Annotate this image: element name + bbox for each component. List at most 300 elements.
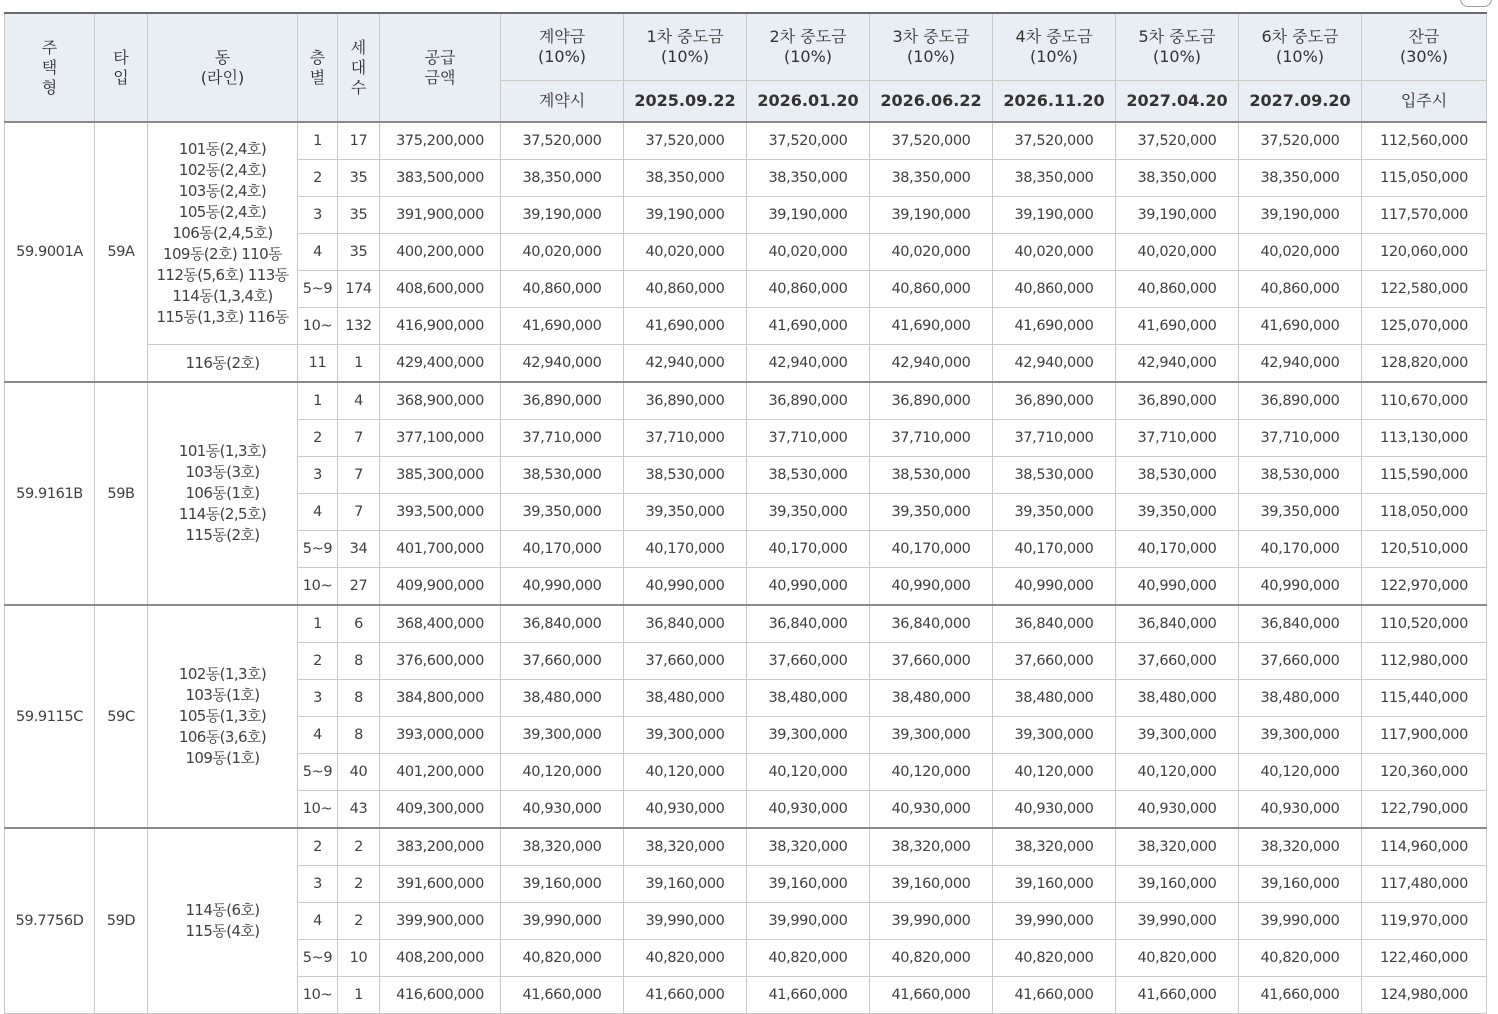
supply-price-cell: 401,700,000 xyxy=(380,531,501,568)
supply-price-cell: 393,000,000 xyxy=(380,717,501,754)
payment-amount-cell: 38,530,000 xyxy=(501,457,624,494)
payment-amount-cell: 39,350,000 xyxy=(870,494,993,531)
payment-amount-cell: 40,020,000 xyxy=(501,234,624,271)
payment-amount-cell: 41,690,000 xyxy=(870,308,993,345)
table-row xyxy=(5,828,1487,866)
dong-line-text: 109동(1호) xyxy=(185,749,260,767)
supply-price-cell: 383,200,000 xyxy=(380,828,501,866)
units-cell: 40 xyxy=(338,754,380,791)
units-cell: 1 xyxy=(338,977,380,1014)
payment-amount-cell: 39,350,000 xyxy=(1239,494,1362,531)
payment-amount-cell: 40,820,000 xyxy=(1239,940,1362,977)
balance-amount-cell: 115,590,000 xyxy=(1362,457,1487,494)
balance-amount-cell: 122,790,000 xyxy=(1362,791,1487,829)
payment-amount-cell: 40,120,000 xyxy=(870,754,993,791)
supply-price-cell: 429,400,000 xyxy=(380,345,501,383)
header-payment-deposit xyxy=(501,13,624,81)
payment-amount-cell: 38,320,000 xyxy=(993,828,1116,866)
supply-price-cell: 416,600,000 xyxy=(380,977,501,1014)
payment-amount-cell: 38,350,000 xyxy=(1239,160,1362,197)
header-dong-line: 동 xyxy=(214,47,231,67)
payment-amount-cell: 39,300,000 xyxy=(501,717,624,754)
payment-amount-cell: 41,690,000 xyxy=(747,308,870,345)
payment-amount-cell: 39,190,000 xyxy=(1239,197,1362,234)
payment-amount-cell: 36,890,000 xyxy=(1239,382,1362,420)
table-row xyxy=(5,382,1487,420)
payment-amount-cell: 40,990,000 xyxy=(1116,568,1239,606)
payment-percent: (10%) xyxy=(1152,47,1202,66)
header-units-char: 수 xyxy=(350,77,367,97)
housing-type-cell: 59.9115C xyxy=(5,605,95,828)
dong-line-cell xyxy=(148,122,298,345)
supply-price-cell: 399,900,000 xyxy=(380,903,501,940)
header-units xyxy=(338,13,380,122)
payment-amount-cell: 40,860,000 xyxy=(1239,271,1362,308)
floor-cell: 1 xyxy=(298,605,338,643)
payment-amount-cell: 42,940,000 xyxy=(1239,345,1362,383)
payment-amount-cell: 41,690,000 xyxy=(1116,308,1239,345)
payment-amount-cell: 36,840,000 xyxy=(1239,605,1362,643)
payment-amount-cell: 40,820,000 xyxy=(993,940,1116,977)
dong-line-cell xyxy=(148,382,298,605)
dong-line-text: 105동(1,3호) xyxy=(178,707,267,725)
payment-date: 계약시 xyxy=(501,81,624,123)
floor-cell: 10~ xyxy=(298,977,338,1014)
payment-amount-cell: 38,350,000 xyxy=(501,160,624,197)
payment-amount-cell: 39,300,000 xyxy=(747,717,870,754)
payment-amount-cell: 41,660,000 xyxy=(624,977,747,1014)
payment-label: 2차 중도금 xyxy=(769,27,847,46)
units-cell: 7 xyxy=(338,494,380,531)
payment-amount-cell: 40,860,000 xyxy=(747,271,870,308)
payment-amount-cell: 36,890,000 xyxy=(501,382,624,420)
balance-amount-cell: 120,510,000 xyxy=(1362,531,1487,568)
header-housing-type xyxy=(5,13,95,122)
payment-amount-cell: 42,940,000 xyxy=(870,345,993,383)
balance-amount-cell: 120,360,000 xyxy=(1362,754,1487,791)
supply-price-cell: 409,300,000 xyxy=(380,791,501,829)
supply-price-cell: 408,200,000 xyxy=(380,940,501,977)
payment-amount-cell: 39,190,000 xyxy=(501,197,624,234)
payment-amount-cell: 38,480,000 xyxy=(747,680,870,717)
supply-price-cell: 383,500,000 xyxy=(380,160,501,197)
header-price-line: 공급 xyxy=(424,47,456,67)
payment-amount-cell: 41,660,000 xyxy=(747,977,870,1014)
floor-cell: 1 xyxy=(298,382,338,420)
payment-amount-cell: 36,840,000 xyxy=(870,605,993,643)
header-payment-balance xyxy=(1362,13,1487,81)
type-cell: 59A xyxy=(95,122,148,382)
payment-amount-cell: 38,480,000 xyxy=(1116,680,1239,717)
dong-line-text: 109동(2호) 110동 xyxy=(163,245,282,263)
payment-amount-cell: 37,520,000 xyxy=(624,122,747,160)
payment-amount-cell: 39,350,000 xyxy=(993,494,1116,531)
supply-price-cell: 393,500,000 xyxy=(380,494,501,531)
payment-amount-cell: 40,170,000 xyxy=(870,531,993,568)
supply-price-cell: 375,200,000 xyxy=(380,122,501,160)
payment-amount-cell: 36,840,000 xyxy=(747,605,870,643)
payment-amount-cell: 40,020,000 xyxy=(747,234,870,271)
payment-amount-cell: 36,890,000 xyxy=(993,382,1116,420)
payment-amount-cell: 40,120,000 xyxy=(1239,754,1362,791)
supply-price-cell: 401,200,000 xyxy=(380,754,501,791)
payment-amount-cell: 40,860,000 xyxy=(624,271,747,308)
header-type-char: 타 xyxy=(113,47,129,67)
payment-amount-cell: 40,170,000 xyxy=(501,531,624,568)
header-floor xyxy=(298,13,338,122)
payment-date: 2027.09.20 xyxy=(1239,81,1362,123)
header-floor-char: 층 xyxy=(309,47,326,67)
header-units-char: 대 xyxy=(350,57,367,77)
payment-amount-cell: 39,990,000 xyxy=(870,903,993,940)
header-payment-interim-5 xyxy=(1116,13,1239,81)
payment-amount-cell: 37,710,000 xyxy=(501,420,624,457)
floor-cell: 5~9 xyxy=(298,940,338,977)
payment-amount-cell: 40,170,000 xyxy=(747,531,870,568)
balance-amount-cell: 117,570,000 xyxy=(1362,197,1487,234)
header-housing-type-char: 주 xyxy=(41,37,58,57)
payment-amount-cell: 38,530,000 xyxy=(993,457,1116,494)
units-cell: 35 xyxy=(338,197,380,234)
payment-amount-cell: 38,480,000 xyxy=(501,680,624,717)
payment-percent: (10%) xyxy=(1275,47,1325,66)
payment-date: 2026.01.20 xyxy=(747,81,870,123)
payment-amount-cell: 38,350,000 xyxy=(993,160,1116,197)
header-type xyxy=(95,13,148,122)
payment-amount-cell: 38,530,000 xyxy=(747,457,870,494)
payment-amount-cell: 40,020,000 xyxy=(1116,234,1239,271)
floor-cell: 5~9 xyxy=(298,271,338,308)
payment-amount-cell: 36,890,000 xyxy=(870,382,993,420)
balance-amount-cell: 117,480,000 xyxy=(1362,866,1487,903)
payment-amount-cell: 40,170,000 xyxy=(624,531,747,568)
payment-amount-cell: 38,530,000 xyxy=(1239,457,1362,494)
balance-amount-cell: 112,560,000 xyxy=(1362,122,1487,160)
units-cell: 10 xyxy=(338,940,380,977)
dong-line-cell xyxy=(148,605,298,828)
payment-amount-cell: 40,930,000 xyxy=(501,791,624,829)
balance-amount-cell: 122,460,000 xyxy=(1362,940,1487,977)
payment-amount-cell: 40,930,000 xyxy=(624,791,747,829)
payment-amount-cell: 39,160,000 xyxy=(501,866,624,903)
payment-amount-cell: 40,860,000 xyxy=(501,271,624,308)
payment-amount-cell: 39,190,000 xyxy=(870,197,993,234)
header-payment-interim-3 xyxy=(870,13,993,81)
units-cell: 35 xyxy=(338,234,380,271)
payment-amount-cell: 40,120,000 xyxy=(624,754,747,791)
payment-amount-cell: 40,860,000 xyxy=(993,271,1116,308)
floor-cell: 4 xyxy=(298,903,338,940)
payment-amount-cell: 41,660,000 xyxy=(870,977,993,1014)
header-dong-line: (라인) xyxy=(200,67,245,87)
payment-amount-cell: 41,690,000 xyxy=(993,308,1116,345)
type-cell: 59C xyxy=(95,605,148,828)
floor-cell: 2 xyxy=(298,643,338,680)
units-cell: 4 xyxy=(338,382,380,420)
header-floor-char: 별 xyxy=(309,67,326,87)
floor-cell: 3 xyxy=(298,680,338,717)
table-row xyxy=(5,605,1487,643)
payment-amount-cell: 37,660,000 xyxy=(1116,643,1239,680)
payment-amount-cell: 40,820,000 xyxy=(870,940,993,977)
payment-amount-cell: 42,940,000 xyxy=(624,345,747,383)
payment-percent: (10%) xyxy=(906,47,956,66)
units-cell: 17 xyxy=(338,122,380,160)
units-cell: 34 xyxy=(338,531,380,568)
header-row-labels xyxy=(5,13,1487,81)
floor-cell: 4 xyxy=(298,717,338,754)
payment-amount-cell: 39,160,000 xyxy=(747,866,870,903)
units-cell: 132 xyxy=(338,308,380,345)
payment-amount-cell: 37,710,000 xyxy=(624,420,747,457)
dong-line-text: 114동(2,5호) xyxy=(178,505,267,523)
payment-amount-cell: 38,320,000 xyxy=(624,828,747,866)
table-body xyxy=(5,122,1487,1014)
corner-bracket xyxy=(1460,0,1492,7)
payment-label: 1차 중도금 xyxy=(646,27,724,46)
payment-amount-cell: 39,990,000 xyxy=(993,903,1116,940)
floor-cell: 11 xyxy=(298,345,338,383)
payment-label: 6차 중도금 xyxy=(1261,27,1339,46)
payment-amount-cell: 37,660,000 xyxy=(624,643,747,680)
payment-amount-cell: 40,930,000 xyxy=(1239,791,1362,829)
header-payment-interim-6 xyxy=(1239,13,1362,81)
floor-cell: 4 xyxy=(298,234,338,271)
payment-percent: (10%) xyxy=(1029,47,1079,66)
type-cell: 59B xyxy=(95,382,148,605)
dong-line-text: 114동(1,3,4호) xyxy=(172,287,273,305)
payment-amount-cell: 37,520,000 xyxy=(993,122,1116,160)
payment-amount-cell: 40,120,000 xyxy=(747,754,870,791)
balance-amount-cell: 124,980,000 xyxy=(1362,977,1487,1014)
payment-amount-cell: 39,160,000 xyxy=(1239,866,1362,903)
payment-amount-cell: 39,190,000 xyxy=(624,197,747,234)
units-cell: 2 xyxy=(338,828,380,866)
units-cell: 8 xyxy=(338,680,380,717)
payment-amount-cell: 39,350,000 xyxy=(501,494,624,531)
floor-cell: 4 xyxy=(298,494,338,531)
payment-label: 잔금 xyxy=(1408,27,1440,46)
supply-price-cell: 408,600,000 xyxy=(380,271,501,308)
payment-amount-cell: 38,320,000 xyxy=(747,828,870,866)
payment-amount-cell: 40,170,000 xyxy=(993,531,1116,568)
dong-line-text: 116동(2호) xyxy=(185,353,260,372)
dong-line-text: 105동(2,4호) xyxy=(178,203,267,221)
balance-amount-cell: 114,960,000 xyxy=(1362,828,1487,866)
dong-line-text: 115동(4호) xyxy=(185,922,260,940)
dong-line-text: 106동(3,6호) xyxy=(178,728,267,746)
floor-cell: 2 xyxy=(298,828,338,866)
balance-amount-cell: 118,050,000 xyxy=(1362,494,1487,531)
units-cell: 35 xyxy=(338,160,380,197)
header-price-line: 금액 xyxy=(424,67,456,87)
dong-line-text: 103동(1호) xyxy=(185,686,260,704)
housing-type-cell: 59.7756D xyxy=(5,828,95,1014)
payment-amount-cell: 39,990,000 xyxy=(1239,903,1362,940)
payment-amount-cell: 36,890,000 xyxy=(624,382,747,420)
dong-line-text: 103동(3호) xyxy=(185,463,260,481)
payment-amount-cell: 37,520,000 xyxy=(501,122,624,160)
payment-amount-cell: 37,660,000 xyxy=(993,643,1116,680)
dong-line-text: 102동(1,3호) xyxy=(178,665,267,683)
payment-amount-cell: 37,660,000 xyxy=(870,643,993,680)
payment-amount-cell: 39,300,000 xyxy=(1239,717,1362,754)
payment-amount-cell: 40,820,000 xyxy=(1116,940,1239,977)
payment-amount-cell: 41,690,000 xyxy=(501,308,624,345)
balance-amount-cell: 119,970,000 xyxy=(1362,903,1487,940)
payment-amount-cell: 38,480,000 xyxy=(993,680,1116,717)
header-units-char: 세 xyxy=(350,37,367,57)
payment-amount-cell: 40,990,000 xyxy=(501,568,624,606)
floor-cell: 3 xyxy=(298,197,338,234)
supply-price-cell: 384,800,000 xyxy=(380,680,501,717)
payment-amount-cell: 40,990,000 xyxy=(1239,568,1362,606)
payment-amount-cell: 40,990,000 xyxy=(870,568,993,606)
payment-amount-cell: 38,530,000 xyxy=(870,457,993,494)
payment-amount-cell: 39,160,000 xyxy=(624,866,747,903)
payment-percent: (10%) xyxy=(537,47,587,66)
dong-line-text: 115동(1,3호) 116동 xyxy=(156,308,289,326)
payment-amount-cell: 37,660,000 xyxy=(1239,643,1362,680)
units-cell: 7 xyxy=(338,420,380,457)
payment-amount-cell: 40,860,000 xyxy=(1116,271,1239,308)
payment-amount-cell: 40,930,000 xyxy=(1116,791,1239,829)
balance-amount-cell: 113,130,000 xyxy=(1362,420,1487,457)
payment-amount-cell: 41,690,000 xyxy=(624,308,747,345)
payment-amount-cell: 42,940,000 xyxy=(1116,345,1239,383)
table-header xyxy=(5,13,1487,122)
table-row xyxy=(5,122,1487,160)
payment-amount-cell: 36,840,000 xyxy=(624,605,747,643)
payment-amount-cell: 39,990,000 xyxy=(624,903,747,940)
payment-amount-cell: 40,020,000 xyxy=(870,234,993,271)
header-dong xyxy=(148,13,298,122)
payment-amount-cell: 39,190,000 xyxy=(747,197,870,234)
payment-amount-cell: 38,320,000 xyxy=(1239,828,1362,866)
payment-amount-cell: 41,660,000 xyxy=(501,977,624,1014)
payment-amount-cell: 40,990,000 xyxy=(747,568,870,606)
floor-cell: 3 xyxy=(298,866,338,903)
balance-amount-cell: 122,970,000 xyxy=(1362,568,1487,606)
payment-amount-cell: 40,170,000 xyxy=(1239,531,1362,568)
payment-date: 2027.04.20 xyxy=(1116,81,1239,123)
payment-amount-cell: 37,710,000 xyxy=(1239,420,1362,457)
dong-line-cell xyxy=(148,828,298,1014)
header-type-char: 입 xyxy=(113,67,129,87)
supply-price-cell: 391,600,000 xyxy=(380,866,501,903)
floor-cell: 3 xyxy=(298,457,338,494)
payment-amount-cell: 40,820,000 xyxy=(747,940,870,977)
balance-amount-cell: 117,900,000 xyxy=(1362,717,1487,754)
floor-cell: 5~9 xyxy=(298,754,338,791)
payment-amount-cell: 41,660,000 xyxy=(1239,977,1362,1014)
header-payment-interim-2 xyxy=(747,13,870,81)
supply-price-cell: 409,900,000 xyxy=(380,568,501,606)
payment-amount-cell: 41,690,000 xyxy=(1239,308,1362,345)
payment-amount-cell: 37,660,000 xyxy=(747,643,870,680)
dong-line-cell xyxy=(148,345,298,383)
units-cell: 27 xyxy=(338,568,380,606)
payment-amount-cell: 39,160,000 xyxy=(870,866,993,903)
units-cell: 8 xyxy=(338,643,380,680)
payment-amount-cell: 39,160,000 xyxy=(993,866,1116,903)
balance-amount-cell: 120,060,000 xyxy=(1362,234,1487,271)
housing-type-cell: 59.9161B xyxy=(5,382,95,605)
payment-amount-cell: 40,930,000 xyxy=(747,791,870,829)
payment-amount-cell: 39,350,000 xyxy=(747,494,870,531)
payment-amount-cell: 40,170,000 xyxy=(1116,531,1239,568)
floor-cell: 10~ xyxy=(298,308,338,345)
payment-label: 3차 중도금 xyxy=(892,27,970,46)
header-housing-type-char: 택 xyxy=(41,57,58,77)
payment-amount-cell: 41,660,000 xyxy=(993,977,1116,1014)
payment-amount-cell: 39,300,000 xyxy=(993,717,1116,754)
payment-amount-cell: 42,940,000 xyxy=(993,345,1116,383)
payment-percent: (10%) xyxy=(783,47,833,66)
payment-amount-cell: 36,840,000 xyxy=(501,605,624,643)
payment-amount-cell: 39,190,000 xyxy=(993,197,1116,234)
payment-amount-cell: 40,120,000 xyxy=(1116,754,1239,791)
payment-amount-cell: 37,520,000 xyxy=(1116,122,1239,160)
payment-amount-cell: 39,990,000 xyxy=(501,903,624,940)
balance-amount-cell: 122,580,000 xyxy=(1362,271,1487,308)
payment-label: 5차 중도금 xyxy=(1138,27,1216,46)
payment-amount-cell: 39,300,000 xyxy=(624,717,747,754)
supply-price-cell: 400,200,000 xyxy=(380,234,501,271)
payment-amount-cell: 38,350,000 xyxy=(624,160,747,197)
payment-amount-cell: 37,710,000 xyxy=(870,420,993,457)
floor-cell: 2 xyxy=(298,420,338,457)
payment-amount-cell: 40,930,000 xyxy=(993,791,1116,829)
payment-amount-cell: 37,520,000 xyxy=(870,122,993,160)
payment-amount-cell: 38,480,000 xyxy=(624,680,747,717)
header-payment-interim-4 xyxy=(993,13,1116,81)
balance-amount-cell: 112,980,000 xyxy=(1362,643,1487,680)
payment-amount-cell: 40,820,000 xyxy=(501,940,624,977)
payment-amount-cell: 38,530,000 xyxy=(624,457,747,494)
payment-amount-cell: 38,530,000 xyxy=(1116,457,1239,494)
payment-date: 2025.09.22 xyxy=(624,81,747,123)
units-cell: 1 xyxy=(338,345,380,383)
payment-amount-cell: 40,120,000 xyxy=(993,754,1116,791)
payment-amount-cell: 40,990,000 xyxy=(993,568,1116,606)
dong-line-text: 101동(2,4호) xyxy=(178,140,267,158)
payment-amount-cell: 40,020,000 xyxy=(1239,234,1362,271)
dong-line-text: 102동(2,4호) xyxy=(178,161,267,179)
payment-amount-cell: 37,520,000 xyxy=(1239,122,1362,160)
supply-price-cell: 368,900,000 xyxy=(380,382,501,420)
payment-amount-cell: 37,710,000 xyxy=(1116,420,1239,457)
dong-line-text: 115동(2호) xyxy=(185,526,260,544)
floor-cell: 10~ xyxy=(298,791,338,829)
payment-amount-cell: 41,660,000 xyxy=(1116,977,1239,1014)
payment-percent: (30%) xyxy=(1399,47,1449,66)
supply-price-cell: 368,400,000 xyxy=(380,605,501,643)
balance-amount-cell: 110,670,000 xyxy=(1362,382,1487,420)
payment-date: 2026.06.22 xyxy=(870,81,993,123)
units-cell: 2 xyxy=(338,866,380,903)
payment-amount-cell: 39,990,000 xyxy=(747,903,870,940)
dong-line-text: 103동(2,4호) xyxy=(178,182,267,200)
payment-amount-cell: 39,160,000 xyxy=(1116,866,1239,903)
header-housing-type-char: 형 xyxy=(41,77,58,97)
payment-amount-cell: 40,860,000 xyxy=(870,271,993,308)
payment-amount-cell: 40,020,000 xyxy=(993,234,1116,271)
supply-price-cell: 377,100,000 xyxy=(380,420,501,457)
payment-date: 2026.11.20 xyxy=(993,81,1116,123)
floor-cell: 10~ xyxy=(298,568,338,606)
header-payment-interim-1 xyxy=(624,13,747,81)
